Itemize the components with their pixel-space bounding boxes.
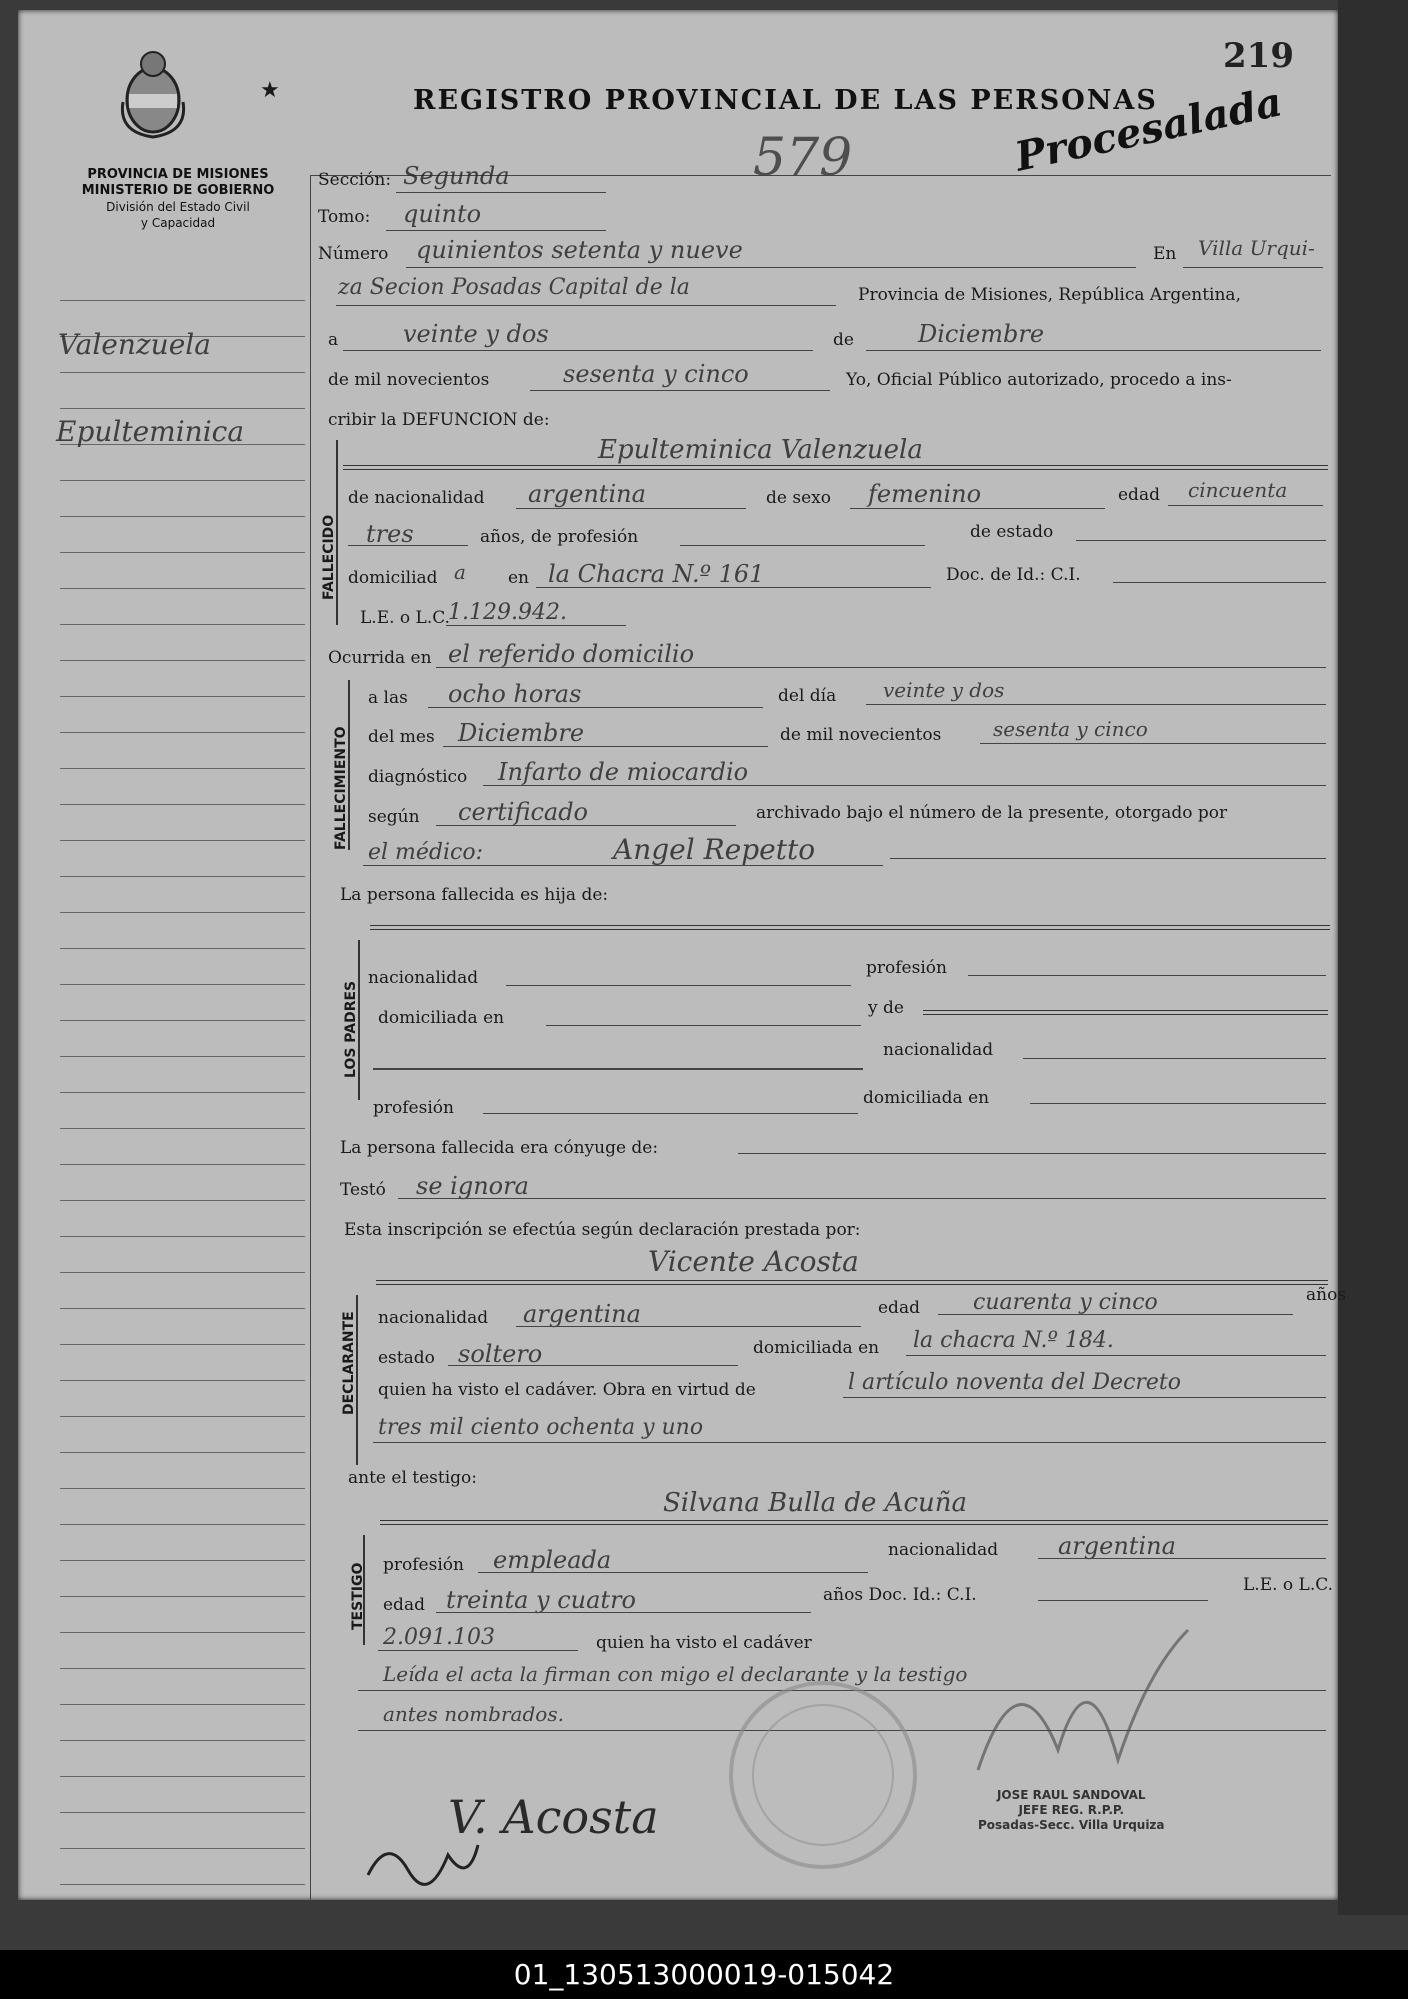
fallecido-doc-label: Doc. de Id.: C.I. <box>946 565 1081 585</box>
closing-text-2: antes nombrados. <box>383 1702 564 1726</box>
official-stamp-text <box>978 1788 1165 1833</box>
fallecido-section-label: FALLECIDO <box>321 514 337 600</box>
margin-surname: Valenzuela <box>58 328 211 361</box>
fallecimiento-section-label: FALLECIMIENTO <box>333 726 349 850</box>
declarante-nacionalidad-label: nacionalidad <box>378 1308 489 1328</box>
padres-profesion-label: profesión <box>866 958 947 978</box>
testigo-nacionalidad-value: argentina <box>1058 1532 1176 1560</box>
seccion-label: Sección: <box>318 170 392 190</box>
del-dia-label: del día <box>778 686 837 706</box>
numero-value: quinientos setenta y nueve <box>416 236 743 264</box>
margin-rule <box>60 300 305 301</box>
margin-rule <box>60 1452 305 1453</box>
testigo-ante-label: ante el testigo: <box>348 1468 478 1488</box>
declarante-edad-label: edad <box>878 1298 920 1318</box>
fallecido-domiciliad-label: domiciliad <box>348 568 438 588</box>
inscripcion-text: Esta inscripción se efectúa según declaración prestada por: <box>344 1220 861 1240</box>
testigo-section-label: TESTIGO <box>350 1562 366 1630</box>
margin-rule <box>60 1668 305 1669</box>
margin-rule <box>60 1812 305 1813</box>
margin-rule <box>60 1092 305 1093</box>
fallecido-sexo-value: femenino <box>868 480 982 508</box>
declarante-quien-cont: tres mil ciento ochenta y uno <box>378 1415 704 1440</box>
margin-rule <box>60 768 305 769</box>
margin-rule <box>60 732 305 733</box>
ocurrida-label: Ocurrida en <box>328 648 432 668</box>
medico-label-hw: el médico: <box>368 840 484 865</box>
seccion-value: Segunda <box>403 162 510 190</box>
padres-section-label: LOS PADRES <box>343 980 359 1078</box>
padres-y-de-label: y de <box>868 998 904 1018</box>
dia-value: veinte y dos <box>403 320 549 348</box>
processed-annotation: Procesalada <box>1011 78 1287 181</box>
testo-value: se ignora <box>416 1172 529 1200</box>
margin-rule <box>60 480 305 481</box>
margin-rule <box>60 1416 305 1417</box>
mil-label: de mil novecientos <box>780 725 942 745</box>
margin-rule <box>60 372 305 373</box>
margin-rule <box>60 1380 305 1381</box>
margin-rule <box>60 1164 305 1165</box>
margin-rule <box>60 948 305 949</box>
margin-rule <box>60 624 305 625</box>
mil-value: sesenta y cinco <box>993 717 1148 741</box>
margin-rule <box>60 660 305 661</box>
diagnostico-value: Infarto de miocardio <box>498 758 749 786</box>
declarante-estado-value: soltero <box>458 1340 543 1368</box>
archivado-text: archivado bajo el número de la presente, otorgado por <box>756 803 1228 823</box>
book-binding <box>1338 0 1408 1915</box>
testigo-name: Silvana Bulla de Acuña <box>663 1488 968 1518</box>
en-value: Villa Urqui- <box>1198 236 1315 260</box>
testigo-quien-label: quien ha visto el cadáver <box>596 1633 812 1653</box>
margin-rule <box>60 552 305 553</box>
testigo-anios-doc-label: años Doc. Id.: C.I. <box>823 1585 977 1605</box>
header-line-1: PROVINCIA DE MISIONES <box>87 167 269 182</box>
padres-nacionalidad-label: nacionalidad <box>368 968 479 988</box>
margin-rule <box>60 1704 305 1705</box>
fallecido-domicilio-value: la Chacra N.º 161 <box>548 560 765 588</box>
testigo-profesion-value: empleada <box>493 1546 612 1574</box>
margin-rule <box>60 1200 305 1201</box>
anio-value: sesenta y cinco <box>563 360 749 388</box>
margin-rule <box>60 1056 305 1057</box>
inscribir-text: cribir la DEFUNCION de: <box>328 410 550 430</box>
margin-rule <box>60 1020 305 1021</box>
image-caption: 01_130513000019-015042 <box>0 1950 1408 1999</box>
page-title: REGISTRO PROVINCIAL DE LAS PERSONAS <box>413 85 1158 116</box>
tomo-value: quinto <box>403 200 482 228</box>
testigo-edad-label: edad <box>383 1595 425 1615</box>
margin-given-name: Epulteminica <box>56 415 245 448</box>
star-mark: ★ <box>260 78 280 103</box>
diagnostico-label: diagnóstico <box>368 767 468 787</box>
margin-rule <box>60 840 305 841</box>
margin-rule <box>60 1740 305 1741</box>
margin-rule <box>60 1884 305 1885</box>
anio-label: de mil novecientos <box>328 370 490 390</box>
declarante-domiciliada-label: domiciliada en <box>753 1338 880 1358</box>
margin-rule <box>60 804 305 805</box>
closing-text: Leída el acta la firman con migo el declarante y la testigo <box>383 1662 968 1686</box>
fallecido-edad-cont: tres <box>366 520 414 548</box>
margin-rule <box>60 1524 305 1525</box>
fallecido-le-label: L.E. o L.C. <box>360 608 451 628</box>
location-line: za Secion Posadas Capital de la <box>338 275 690 300</box>
margin-rule <box>60 516 305 517</box>
margin-rule <box>60 1128 305 1129</box>
declarante-section-label: DECLARANTE <box>341 1311 357 1415</box>
fallecido-profesion-label: años, de profesión <box>480 527 639 547</box>
margin-rule <box>60 876 305 877</box>
declarante-quien-label: quien ha visto el cadáver. Obra en virtud de <box>378 1380 756 1400</box>
segun-label: según <box>368 807 420 827</box>
official-signature-icon <box>358 1825 488 1895</box>
declarante-quien-value: l artículo noventa del Decreto <box>848 1370 1182 1395</box>
margin-rule <box>60 408 305 409</box>
margin-rule <box>60 1776 305 1777</box>
header-line-4: y Capacidad <box>140 216 216 230</box>
fallecido-domiciliad-suffix: a <box>454 560 466 584</box>
margin-rule <box>60 1488 305 1489</box>
del-dia-value: veinte y dos <box>883 678 1005 702</box>
a-las-value: ocho horas <box>448 680 582 708</box>
registration-number: 579 <box>753 128 853 188</box>
margin-rule <box>60 696 305 697</box>
testigo-doc-value: 2.091.103 <box>383 1625 495 1650</box>
coat-of-arms-icon <box>113 42 193 142</box>
testigo-profesion-label: profesión <box>383 1555 464 1575</box>
fallecido-le-value: 1.129.942. <box>448 600 567 625</box>
a-label: a <box>328 330 339 350</box>
fallecido-name: Epulteminica Valenzuela <box>598 435 923 465</box>
padres-hija-label: La persona fallecida es hija de: <box>340 885 609 905</box>
header-line-2: MINISTERIO DE GOBIERNO <box>81 183 275 198</box>
provincia-text: Provincia de Misiones, República Argentina, <box>858 285 1241 305</box>
en-label: En <box>1153 244 1177 264</box>
testigo-nacionalidad-label: nacionalidad <box>888 1540 999 1560</box>
del-mes-label: del mes <box>368 727 435 747</box>
margin-rule <box>60 588 305 589</box>
testo-label: Testó <box>340 1180 386 1200</box>
mes-value: Diciembre <box>918 320 1045 348</box>
record-page <box>18 10 1347 1900</box>
fallecido-nacionalidad-label: de nacionalidad <box>348 488 485 508</box>
fallecido-edad-label: edad <box>1118 485 1160 505</box>
fallecido-en-label: en <box>508 568 530 588</box>
testigo-le-label: L.E. o L.C. <box>1243 1575 1334 1595</box>
testigo-edad-value: treinta y cuatro <box>446 1586 636 1614</box>
del-mes-value: Diciembre <box>458 719 585 747</box>
margin-rule <box>60 1308 305 1309</box>
margin-rule <box>60 1632 305 1633</box>
declarante-name: Vicente Acosta <box>648 1245 859 1278</box>
issuing-authority-header <box>48 167 308 231</box>
declarante-nacionalidad-value: argentina <box>523 1300 641 1328</box>
a-las-label: a las <box>368 688 408 708</box>
padres-domiciliada-label: domiciliada en <box>378 1008 505 1028</box>
segun-value: certificado <box>458 798 589 826</box>
margin-rule <box>60 912 305 913</box>
margin-rule <box>60 984 305 985</box>
fallecido-estado-label: de estado <box>970 522 1054 542</box>
margin-rule <box>60 1272 305 1273</box>
witness-signature-icon <box>958 1610 1218 1800</box>
fallecido-edad-value: cincuenta <box>1188 478 1288 502</box>
numero-label: Número <box>318 244 389 264</box>
declarante-edad-value: cuarenta y cinco <box>973 1290 1158 1315</box>
fallecido-sexo-label: de sexo <box>766 488 831 508</box>
stamp-line-2: JEFE REG. R.P.P. <box>1018 1803 1125 1817</box>
declarante-domiciliada-value: la chacra N.º 184. <box>913 1328 1114 1353</box>
fallecido-nacionalidad-value: argentina <box>528 480 646 508</box>
margin-rule <box>60 1848 305 1849</box>
declarante-anios-label: años <box>1306 1285 1347 1305</box>
page-number: 219 <box>1223 36 1294 76</box>
medico-name: Angel Repetto <box>613 833 816 866</box>
padres-profesion2-label: profesión <box>373 1098 454 1118</box>
declarante-estado-label: estado <box>378 1348 435 1368</box>
margin-rule <box>60 1344 305 1345</box>
ocurrida-value: el referido domicilio <box>448 640 695 668</box>
official-seal-icon <box>698 1675 948 1875</box>
stamp-line-3: Posadas-Secc. Villa Urquiza <box>978 1818 1165 1832</box>
tomo-label: Tomo: <box>318 207 371 227</box>
oficial-text: Yo, Oficial Público autorizado, procedo a ins- <box>846 370 1232 390</box>
conyuge-label: La persona fallecida era cónyuge de: <box>340 1138 659 1158</box>
padres-nacionalidad2-label: nacionalidad <box>883 1040 994 1060</box>
margin-rule <box>60 1596 305 1597</box>
padres-domiciliada2-label: domiciliada en <box>863 1088 990 1108</box>
declarante-signature: V. Acosta <box>448 1790 659 1844</box>
de-label: de <box>833 330 854 350</box>
stamp-line-1: JOSE RAUL SANDOVAL <box>996 1788 1146 1802</box>
margin-rule <box>60 1236 305 1237</box>
header-line-3: División del Estado Civil <box>106 200 250 214</box>
margin-rule <box>60 1560 305 1561</box>
